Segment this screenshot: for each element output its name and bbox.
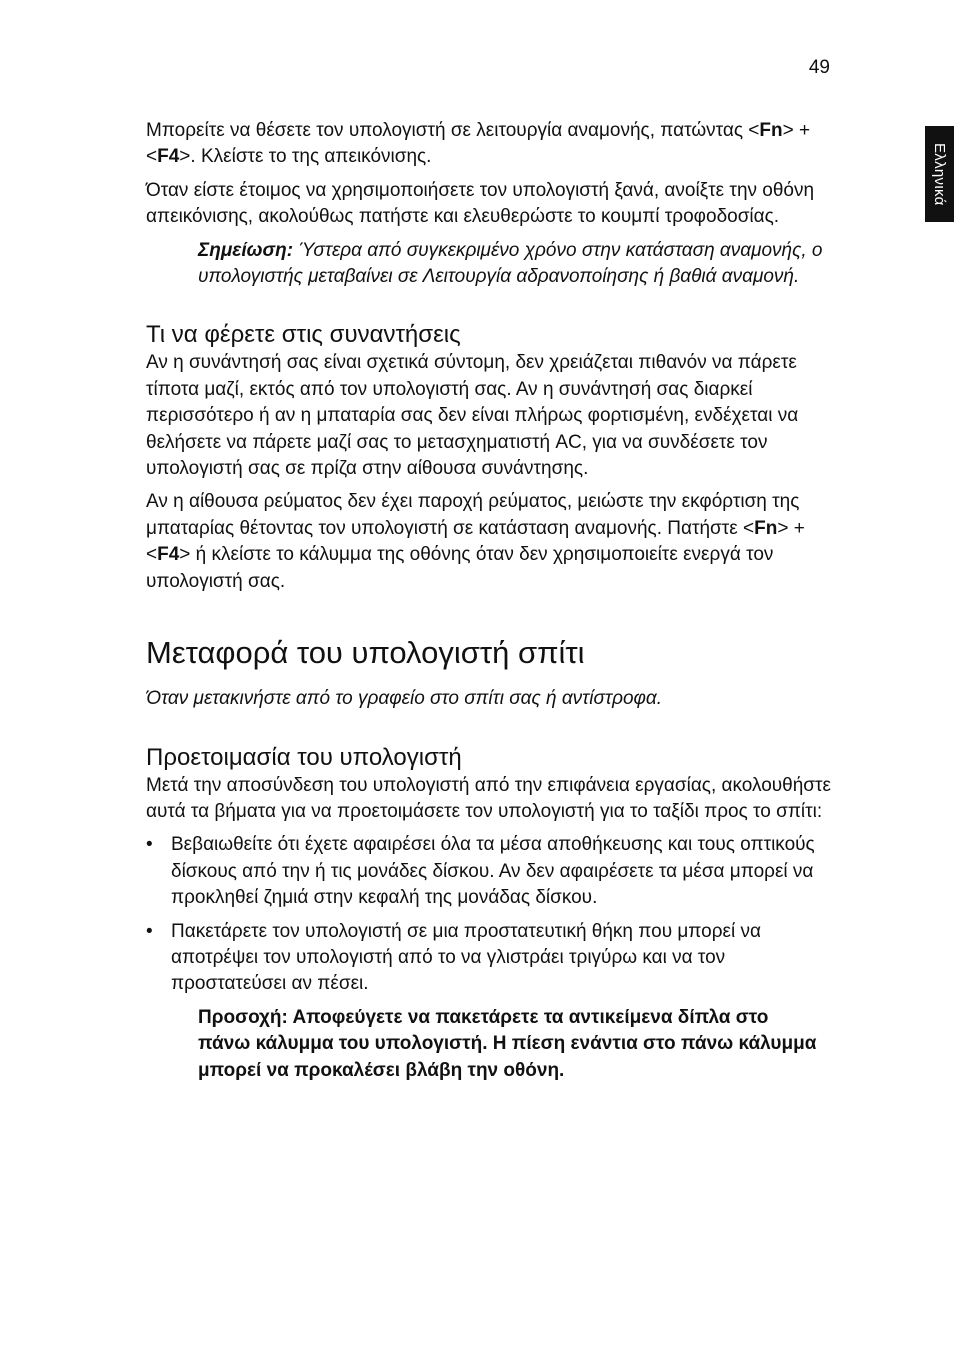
section-heading-meetings: Τι να φέρετε στις συναντήσεις xyxy=(146,321,461,349)
main-heading: Μεταφορά του υπολογιστή σπίτι xyxy=(146,635,585,671)
paragraph-resume: Όταν είστε έτοιμος να χρησιμοποιήσετε τον υπολογιστή ξανά, ανοίξτε την οθόνη απεικόνισης, ακολούθως πατήστε και ελευθερώστε το κουμπί τροφοδοσίας. xyxy=(146,179,815,228)
page-number: 49 xyxy=(808,57,830,78)
page-content xyxy=(146,118,836,1084)
paragraph-standby: Μπορείτε να θέσετε τον υπολογιστή σε λειτουργία αναμονής, πατώντας <Fn> + <F4>. Κλείστε το της απεικόνισης. xyxy=(146,120,811,168)
paragraph-meetings: Αν η συνάντησή σας είναι σχετικά σύντομη, δεν χρειάζεται πιθανόν να πάρετε τίποτα μαζί, εκτός από τον υπολογιστή σας. Αν η συνάντησή σας διαρκεί περισσότερο ή αν η μπαταρία σας δεν είναι πλήρως φορτισμένη, ενδέχεται να θελήσετε να πάρετε μαζί σας το μετασχηματιστή AC, για να συνδέσετε τον υπολογιστή σας σε πρίζα στην αίθουσα συνάντησης. xyxy=(146,352,799,480)
key-fn: Fn xyxy=(754,517,778,539)
key-f4: F4 xyxy=(157,544,180,566)
note-label: Σημείωση: xyxy=(198,239,294,261)
paragraph-preparation: Μετά την αποσύνδεση του υπολογιστή από την επιφάνεια εργασίας, ακολουθήστε αυτά τα βήματα για να προετοιμάσετε τον υπολογιστή για το ταξίδι προς το σπίτι: xyxy=(146,774,831,822)
list-item: • Βεβαιωθείτε ότι έχετε αφαιρέσει όλα τα μέσα αποθήκευσης και τους οπτικούς δίσκους από την ή τις μονάδες δίσκου. Αν δεν αφαιρέσετε τα μέσα μπορεί να προκληθεί ζημιά στην κεφαλή της μονάδας δίσκου. xyxy=(146,832,836,911)
list-item: • Πακετάρετε τον υπολογιστή σε μια προστατευτική θήκη που μπορεί να αποτρέψει τον υπολογιστή από το να γλιστράει τριγύρω και να τον προστατεύσει αν πέσει. xyxy=(146,919,836,998)
warning-note: Προσοχή: Αποφεύγετε να πακετάρετε τα αντικείμενα δίπλα στο πάνω κάλυμμα του υπολογιστή. Η πίεση ενάντια στο πάνω κάλυμμα μπορεί να προκαλέσει βλάβη την οθόνη. xyxy=(198,1006,817,1081)
note xyxy=(198,238,838,291)
language-tab-label: Ελληνικά xyxy=(931,142,948,206)
key-f4: F4 xyxy=(157,146,180,168)
section-heading-preparation: Προετοιμασία του υπολογιστή xyxy=(146,743,462,771)
section-intro: Όταν μετακινήστε από το γραφείο στο σπίτι σας ή αντίστροφα. xyxy=(146,688,663,710)
language-tab xyxy=(925,126,954,222)
bullet-list xyxy=(146,832,836,997)
key-fn: Fn xyxy=(759,120,783,141)
paragraph-power-saving: Αν η αίθουσα ρεύματος δεν έχει παροχή ρεύματος, μειώστε την εκφόρτιση της μπαταρίας θέτοντας τον υπολογιστή σε κατάσταση αναμονής. Πατήστε <Fn> + <F4> ή κλείστε το κάλυμμα της οθόνης όταν δεν χρησιμοποιείτε ενεργά τον υπολογιστή σας. xyxy=(146,491,805,592)
note-text: Ύστερα από συγκεκριμένο χρόνο στην κατάσταση αναμονής, ο υπολογιστής μεταβαίνει σε Λειτουργία αδρανοποίησης ή βαθιά αναμονή. xyxy=(198,239,823,288)
